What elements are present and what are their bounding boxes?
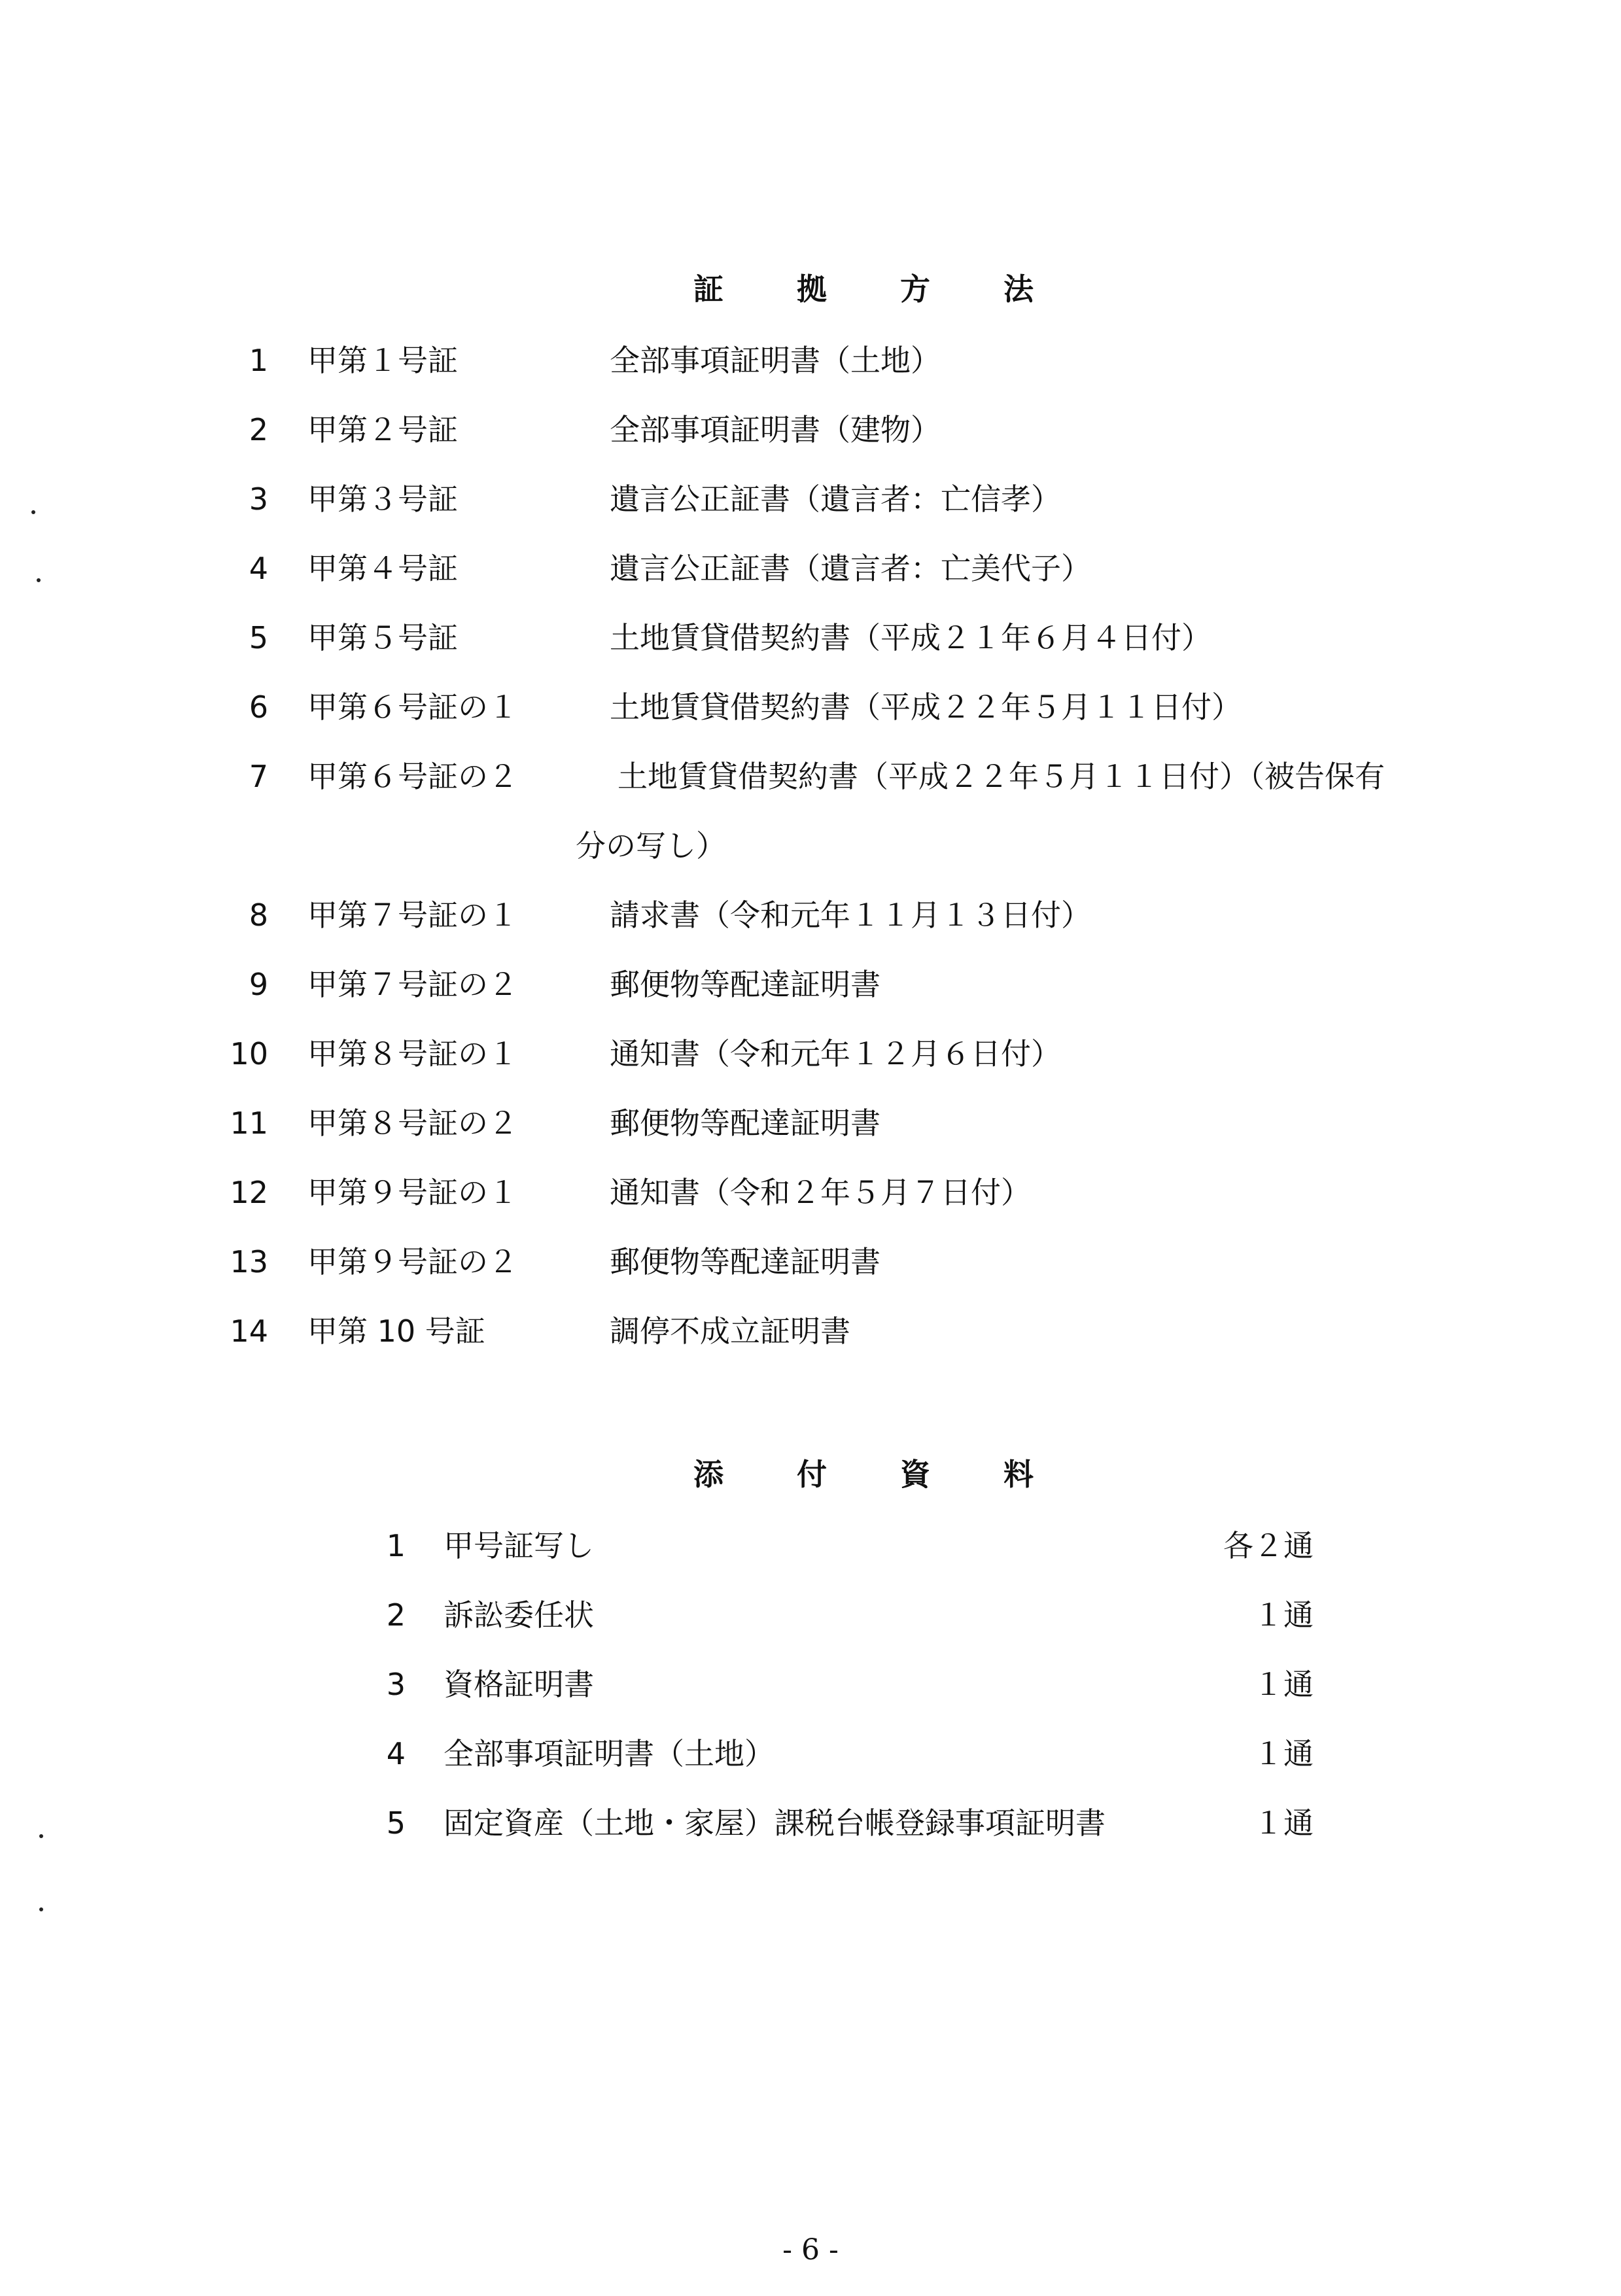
evidence-item-number: 5 xyxy=(249,620,268,655)
evidence-item-code: 甲第６号証の１ xyxy=(307,689,518,725)
evidence-item-code: 甲第２号証 xyxy=(307,412,458,447)
evidence-item-code: 甲第７号証の２ xyxy=(307,967,518,1002)
evidence-item-number: 14 xyxy=(230,1313,268,1349)
evidence-item xyxy=(0,1240,1621,1283)
attachment-item-quantity: １通 xyxy=(1253,1736,1314,1771)
attachment-item-name: 全部事項証明書（土地） xyxy=(444,1736,775,1771)
attachment-item-number: 1 xyxy=(386,1528,406,1563)
evidence-item-description: 郵便物等配達証明書 xyxy=(610,1244,880,1279)
evidence-item xyxy=(0,1310,1621,1353)
attachment-item xyxy=(0,1801,1621,1845)
evidence-item-number: 10 xyxy=(230,1036,268,1071)
attachment-item-name: 甲号証写し xyxy=(444,1528,594,1563)
attachment-item-quantity: 各２通 xyxy=(1223,1528,1314,1563)
evidence-item-description: 遺言公正証書（遺言者：亡美代子） xyxy=(610,551,1091,586)
evidence-section-heading xyxy=(693,270,1034,309)
heading-char: 方 xyxy=(900,271,930,307)
evidence-item-number: 9 xyxy=(249,967,268,1002)
attachment-item xyxy=(0,1663,1621,1706)
evidence-item xyxy=(0,755,1621,798)
evidence-item-description: 郵便物等配達証明書 xyxy=(610,1105,880,1141)
attachment-item-name: 資格証明書 xyxy=(444,1667,594,1702)
evidence-item-code: 甲第８号証の２ xyxy=(307,1105,518,1141)
evidence-item xyxy=(0,408,1621,451)
evidence-item-description-continuation: 分の写し） xyxy=(576,828,726,863)
attachment-item-number: 3 xyxy=(386,1667,406,1702)
evidence-item-number: 7 xyxy=(249,759,268,794)
evidence-item-number: 8 xyxy=(249,897,268,933)
attachment-item-name: 固定資産（土地・家屋）課税台帳登録事項証明書 xyxy=(444,1805,1106,1841)
scan-speck xyxy=(31,510,35,514)
evidence-item-description: 請求書（令和元年１１月１３日付） xyxy=(610,897,1091,933)
attachment-item xyxy=(0,1732,1621,1775)
heading-char: 料 xyxy=(1003,1457,1034,1492)
evidence-item-code: 甲第 10 号証 xyxy=(307,1313,485,1349)
evidence-item xyxy=(0,339,1621,382)
heading-char: 法 xyxy=(1003,271,1034,307)
evidence-item-number: 13 xyxy=(230,1244,268,1279)
evidence-item-number: 6 xyxy=(249,689,268,725)
page-number: - 6 - xyxy=(782,2233,839,2267)
evidence-item-number: 12 xyxy=(230,1175,268,1210)
heading-char: 付 xyxy=(797,1457,827,1492)
evidence-item-description: 郵便物等配達証明書 xyxy=(610,967,880,1002)
attachment-item-number: 2 xyxy=(386,1597,406,1633)
attachment-item-number: 5 xyxy=(386,1805,406,1841)
heading-char: 拠 xyxy=(797,271,827,307)
evidence-item-description: 全部事項証明書（建物） xyxy=(610,412,941,447)
evidence-item-number: 11 xyxy=(230,1105,268,1141)
evidence-item-code: 甲第３号証 xyxy=(307,481,458,517)
evidence-item-number: 1 xyxy=(249,343,268,378)
evidence-item xyxy=(0,686,1621,729)
evidence-item xyxy=(0,1102,1621,1145)
evidence-item-code: 甲第７号証の１ xyxy=(307,897,518,933)
scan-speck xyxy=(39,1834,43,1838)
attachment-item-quantity: １通 xyxy=(1253,1667,1314,1702)
evidence-item xyxy=(0,1032,1621,1075)
scan-speck xyxy=(37,578,41,582)
evidence-item-description: 土地賃貸借契約書（平成２１年６月４日付） xyxy=(610,620,1211,655)
evidence-item-description: 土地賃貸借契約書（平成２２年５月１１日付） xyxy=(610,689,1242,725)
attachments-section-heading xyxy=(693,1455,1034,1494)
heading-char: 証 xyxy=(693,271,723,307)
evidence-item xyxy=(0,963,1621,1006)
evidence-item xyxy=(0,616,1621,659)
evidence-item-code: 甲第６号証の２ xyxy=(307,759,518,794)
evidence-item-description: 通知書（令和元年１２月６日付） xyxy=(610,1036,1061,1071)
evidence-item xyxy=(0,547,1621,590)
evidence-item-code: 甲第１号証 xyxy=(307,343,458,378)
evidence-item-description: 通知書（令和２年５月７日付） xyxy=(610,1175,1031,1210)
evidence-item xyxy=(0,478,1621,521)
evidence-item-number: 2 xyxy=(249,412,268,447)
attachment-item xyxy=(0,1524,1621,1567)
evidence-item-code: 甲第４号証 xyxy=(307,551,458,586)
evidence-item-number: 4 xyxy=(249,551,268,586)
attachment-item xyxy=(0,1593,1621,1637)
evidence-item-number: 3 xyxy=(249,481,268,517)
evidence-item-code: 甲第９号証の１ xyxy=(307,1175,518,1210)
heading-char: 資 xyxy=(900,1457,930,1492)
scan-speck xyxy=(39,1907,43,1911)
attachment-item-name: 訴訟委任状 xyxy=(444,1597,594,1633)
attachment-item-quantity: １通 xyxy=(1253,1805,1314,1841)
evidence-item xyxy=(0,1171,1621,1214)
evidence-item-description: 調停不成立証明書 xyxy=(610,1313,850,1349)
evidence-item-code: 甲第９号証の２ xyxy=(307,1244,518,1279)
evidence-item-code: 甲第８号証の１ xyxy=(307,1036,518,1071)
heading-char: 添 xyxy=(693,1457,723,1492)
evidence-item xyxy=(0,894,1621,937)
attachment-item-number: 4 xyxy=(386,1736,406,1771)
attachment-item-quantity: １通 xyxy=(1253,1597,1314,1633)
evidence-item-description: 土地賃貸借契約書（平成２２年５月１１日付）（被告保有 xyxy=(618,759,1385,794)
evidence-item-code: 甲第５号証 xyxy=(307,620,458,655)
evidence-item-description: 全部事項証明書（土地） xyxy=(610,343,941,378)
evidence-item-description: 遺言公正証書（遺言者：亡信孝） xyxy=(610,481,1061,517)
